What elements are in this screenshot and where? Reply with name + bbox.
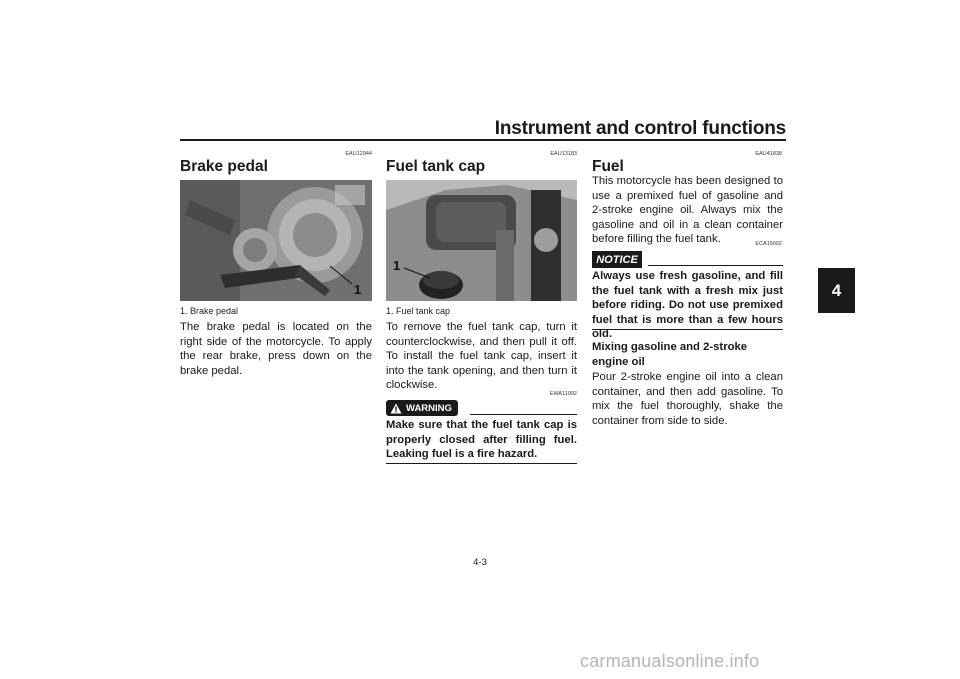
notice-badge: NOTICE [592, 251, 642, 268]
warning-triangle-icon [390, 403, 402, 414]
warning-code: EWA11092 [549, 391, 577, 397]
section-heading-brake-pedal: Brake pedal [180, 158, 268, 175]
brake-pedal-description: The brake pedal is located on the right side of the motorcycle. To apply the rear brake, press down on the brake pedal. [180, 321, 372, 377]
section-code: EAU13183 [550, 151, 577, 157]
warning-bottom-rule [386, 463, 577, 464]
warning-label: WARNING [406, 402, 452, 414]
page-header-title: Instrument and control functions [494, 118, 786, 139]
fuel-tank-cap-photo [386, 180, 577, 301]
warning-badge [386, 400, 458, 416]
warning-top-rule [470, 414, 577, 415]
chapter-tab[interactable]: 4 [818, 268, 855, 313]
page-number: 4-3 [473, 557, 487, 568]
section-code: EAU12944 [345, 151, 372, 157]
mixing-description: Pour 2-stroke engine oil into a clean container, and then add gasoline. To mix the fuel thoroughly, shake the container from side to side. [592, 371, 783, 427]
fuel-tank-cap-illustration [386, 180, 577, 301]
photo-caption: 1. Brake pedal [180, 306, 239, 316]
notice-text: Always use fresh gasoline, and fill the fuel tank with a fresh mix just before riding. Do not use premixed fuel that is more than a few hours old. [592, 270, 783, 341]
fuel-description: This motorcycle has been designed to use a premixed fuel of gasoline and 2-stroke engine oil. Always mix the gasoline and oil in a clean container before filling the fuel tank. [592, 175, 783, 246]
header-rule [180, 139, 786, 141]
brake-pedal-photo [180, 180, 372, 301]
notice-bottom-rule [592, 329, 783, 330]
section-code: EAU41838 [755, 151, 782, 157]
photo-callout-label: 1 [354, 282, 362, 297]
notice-code: ECA15602 [755, 241, 782, 247]
watermark: carmanualsonline.info [580, 651, 760, 671]
brake-pedal-illustration [180, 180, 372, 301]
section-heading-fuel-tank-cap: Fuel tank cap [386, 158, 486, 175]
warning-text: Make sure that the fuel tank cap is properly closed after filling fuel. Leaking fuel is a fire hazard. [386, 419, 577, 461]
photo-caption: 1. Fuel tank cap [386, 306, 451, 316]
notice-top-rule [648, 265, 783, 266]
fuel-tank-cap-description: To remove the fuel tank cap, turn it counterclockwise, and then pull it off. To install the fuel tank cap, insert it into the tank opening, and then turn it clockwise. [386, 321, 577, 392]
photo-callout-label: 1 [393, 258, 401, 273]
subheading-mixing: Mixing gasoline and 2-stroke engine oil [592, 341, 748, 368]
section-heading-fuel: Fuel [592, 158, 624, 175]
